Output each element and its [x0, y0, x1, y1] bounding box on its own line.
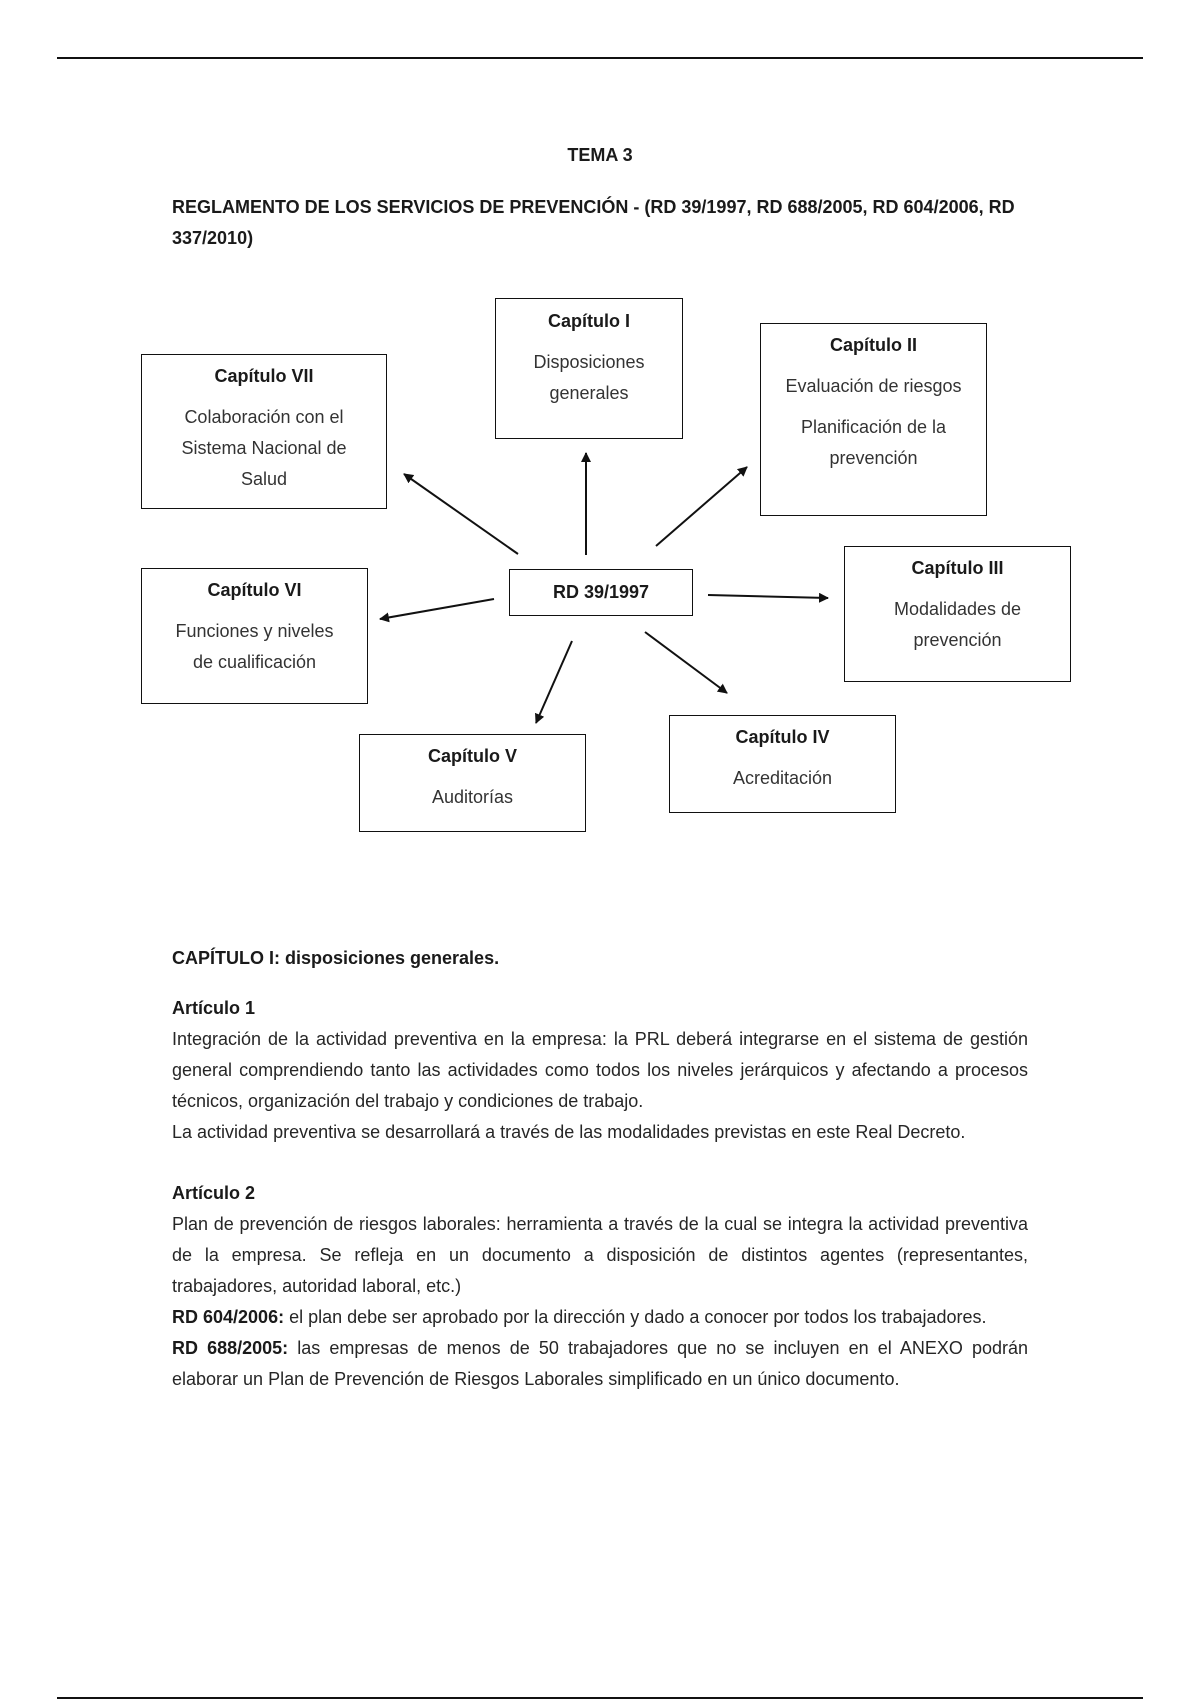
arrow-to-chapter-4 [645, 632, 727, 693]
chapter-5-line-1: Auditorías [431, 787, 514, 807]
article-2-paragraph-3-label: RD 688/2005: [172, 1338, 289, 1358]
article-2-title: Artículo 2 [172, 1183, 256, 1203]
chapter-7-line-3: Salud [240, 469, 288, 489]
chapter-4-title: Capítulo IV [735, 727, 830, 747]
document-title: REGLAMENTO DE LOS SERVICIOS DE PREVENCIÓN - (RD 39/1997, RD 688/2005, RD 604/2006, RD 337/2010) [172, 197, 1015, 248]
center-box-label: RD 39/1997 [552, 582, 650, 602]
article-2-paragraph-2-label: RD 604/2006: [172, 1307, 285, 1327]
chapter-6-line-2: de cualificación [192, 652, 317, 672]
chapter-4-line-1: Acreditación [732, 768, 833, 788]
chapter-7-line-2: Sistema Nacional de [181, 438, 347, 458]
article-2-paragraph-2 [172, 1302, 1028, 1333]
chapter-1-heading: CAPÍTULO I: disposiciones generales. [172, 948, 500, 968]
top-rule [57, 57, 1143, 59]
article-2-paragraph-1: Plan de prevención de riesgos laborales: herramienta a través de la cual se integra la actividad preventiva de la empresa. Se refleja en un documento a disposición de distintos agentes (representantes, trabajadores, autoridad laboral, etc.) [172, 1214, 1028, 1296]
chapter-3-box [844, 546, 1071, 682]
chapter-5-box [359, 734, 586, 832]
chapter-7-line-1: Colaboración con el [184, 407, 344, 427]
chapter-6-line-1: Funciones y niveles [175, 621, 334, 641]
chapter-6-title: Capítulo VI [207, 580, 302, 600]
article-1-paragraph-1: Integración de la actividad preventiva en la empresa: la PRL deberá integrarse en el sistema de gestión general comprendiendo tanto las actividades como todos los niveles jerárquicos y afectando a procesos técnicos, organización del trabajo y condiciones de trabajo. [172, 1029, 1028, 1111]
chapter-2-line-3: prevención [829, 448, 918, 468]
chapter-3-line-1: Modalidades de [893, 599, 1022, 619]
tema-heading: TEMA 3 [567, 145, 633, 165]
chapter-1-box [495, 298, 683, 439]
article-2-paragraph-3-text: las empresas de menos de 50 trabajadores que no se incluyen en el ANEXO podrán elaborar un Plan de Prevención de Riesgos Laborales simplificado en un único documento. [172, 1338, 1028, 1389]
chapter-2-title: Capítulo II [830, 335, 917, 355]
chapter-7-title: Capítulo VII [214, 366, 314, 386]
article-2-paragraph-3 [172, 1333, 1028, 1395]
arrow-to-chapter-7 [404, 474, 518, 554]
chapter-1-section [172, 943, 1028, 1395]
chapter-2-line-1: Evaluación de riesgos [785, 376, 962, 396]
chapter-1-title: Capítulo I [548, 311, 630, 331]
center-box-rd-39-1997 [509, 569, 693, 616]
chapter-6-box [141, 568, 368, 704]
bottom-rule [57, 1697, 1143, 1699]
chapter-7-box [141, 354, 387, 509]
chapter-2-box [760, 323, 987, 516]
article-1-paragraph-2: La actividad preventiva se desarrollará a través de las modalidades previstas en este Real Decreto. [172, 1122, 966, 1142]
chapter-3-title: Capítulo III [911, 558, 1004, 578]
article-2-paragraph-2-text: el plan debe ser aprobado por la dirección y dado a conocer por todos los trabajadores. [284, 1307, 987, 1327]
arrow-to-chapter-2 [656, 467, 747, 546]
chapter-4-box [669, 715, 896, 813]
article-1-title: Artículo 1 [172, 998, 256, 1018]
arrow-to-chapter-6 [380, 599, 494, 619]
chapter-1-line-1: Disposiciones [533, 352, 645, 372]
chapter-2-line-2: Planificación de la [800, 417, 947, 437]
arrow-to-chapter-5 [536, 641, 572, 723]
chapter-5-title: Capítulo V [428, 746, 517, 766]
chapter-1-line-2: generales [549, 383, 629, 403]
arrow-to-chapter-3 [708, 595, 828, 598]
chapter-3-line-2: prevención [913, 630, 1002, 650]
